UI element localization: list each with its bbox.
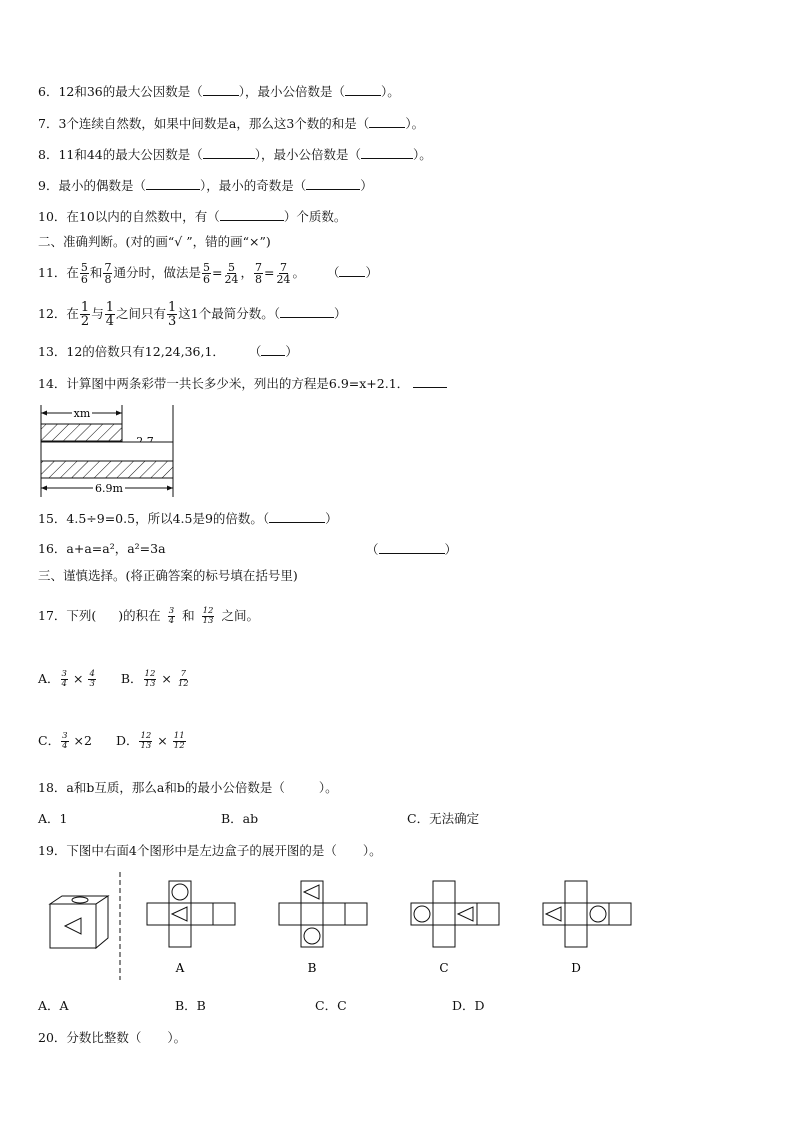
answer-blank[interactable] (261, 343, 285, 356)
question-18: 18．a和b互质，那么a和b的最小公倍数是（ ）。 (38, 780, 338, 795)
question-19: 19．下图中右面4个图形中是左边盒子的展开图的是（ ）。 (38, 843, 382, 858)
question-14: 14．计算图中两条彩带一共长多少米，列出的方程是6.9=x+2.1． (38, 375, 447, 392)
question-17: 17．下列( )的积在 $\frac{3}{4}$ 和 $\frac{12}{13}$ 之间。 (38, 606, 259, 626)
section-2-heading: 二、准确判断。(对的画“√ ”，错的画“×”) (38, 234, 271, 249)
q19-option-c[interactable]: C．C (315, 998, 347, 1013)
section-3-heading: 三、谨慎选择。(将正确答案的标号填在括号里) (38, 568, 298, 583)
question-9: 9．最小的偶数是（ ），最小的奇数是（ ） (38, 178, 373, 193)
answer-blank[interactable] (280, 305, 334, 318)
question-8: 8．11和44的最大公因数是（ ），最小公倍数是（ ）。 (38, 147, 432, 162)
question-11: 11．在 $\frac{5}{6}$ 和 $\frac{7}{8}$ 通分时，做法是 $\frac{5}{6}$ = $\frac{5}{24}$ ， $\frac{7}{8}$ = $\frac{7}{24}$ 。 （ ） (38, 261, 378, 286)
net-c (411, 881, 499, 947)
net-d (543, 881, 631, 947)
label-a: A (175, 961, 185, 975)
answer-blank[interactable] (269, 510, 325, 523)
answer-blank[interactable] (146, 177, 200, 190)
question-16-answer: （ ） (366, 542, 458, 557)
answer-blank[interactable] (361, 146, 413, 159)
question-7: 7．3个连续自然数，如果中间数是a，那么这3个数的和是（ ）。 (38, 116, 425, 131)
label-b: B (307, 961, 317, 975)
question-13: 13．12的倍数只有12,24,36,1． （ ） (38, 344, 298, 359)
answer-blank[interactable] (369, 115, 405, 128)
cube-nets-figure (40, 868, 650, 988)
ribbon-diagram (36, 400, 181, 500)
cube-box (50, 896, 108, 948)
net-b (279, 881, 367, 947)
answer-blank[interactable] (203, 146, 255, 159)
label-d: D (571, 961, 581, 975)
answer-blank[interactable] (220, 208, 284, 221)
question-20: 20．分数比整数（ ）。 (38, 1030, 187, 1045)
label-c: C (439, 961, 449, 975)
question-6: 6．12和36的最大公因数是（ ），最小公倍数是（ ）。 (38, 84, 400, 99)
q18-option-c[interactable]: C．无法确定 (407, 811, 480, 826)
answer-blank[interactable] (345, 83, 381, 96)
top-ribbon (41, 424, 122, 441)
q19-option-b[interactable]: B．B (175, 998, 206, 1013)
q19-option-d[interactable]: D．D (452, 998, 485, 1013)
q19-option-a[interactable]: A．A (38, 998, 69, 1013)
bottom-ribbon (41, 461, 173, 478)
question-10: 10．在10以内的自然数中，有（ ）个质数。 (38, 209, 347, 224)
option-b[interactable]: B． $\frac{12}{13}$ × $\frac{7}{12}$ (120, 669, 189, 689)
q18-option-a[interactable]: A．1 (38, 811, 68, 826)
net-a (147, 881, 235, 947)
option-d[interactable]: D． $\frac{12}{13}$ × $\frac{11}{12}$ (115, 731, 185, 751)
option-c[interactable]: C． $\frac{3}{4}$ ×2 (38, 731, 92, 751)
question-15: 15．4.5÷9=0.5，所以4.5是9的倍数。（ ） (38, 511, 338, 526)
q17-options-row2 (38, 729, 187, 753)
answer-blank[interactable] (379, 541, 445, 554)
q18-option-b[interactable]: B．ab (221, 811, 259, 826)
answer-blank[interactable] (306, 177, 360, 190)
option-a[interactable]: A． $\frac{3}{4}$ × $\frac{4}{3}$ (38, 669, 95, 689)
answer-blank[interactable] (413, 375, 447, 388)
answer-blank[interactable] (203, 83, 239, 96)
label-6-9: 6.9m (95, 482, 123, 495)
question-12: 12．在 $\frac{1}{2}$ 与 $\frac{1}{4}$ 之间只有 $\frac{1}{3}$ 这1个最简分数。（ ） (38, 300, 347, 329)
answer-blank[interactable] (339, 264, 365, 277)
q17-options-row1 (38, 667, 191, 691)
question-16: 16．a+a=a²，a²=3a (38, 541, 166, 556)
label-x: xm (73, 407, 91, 420)
